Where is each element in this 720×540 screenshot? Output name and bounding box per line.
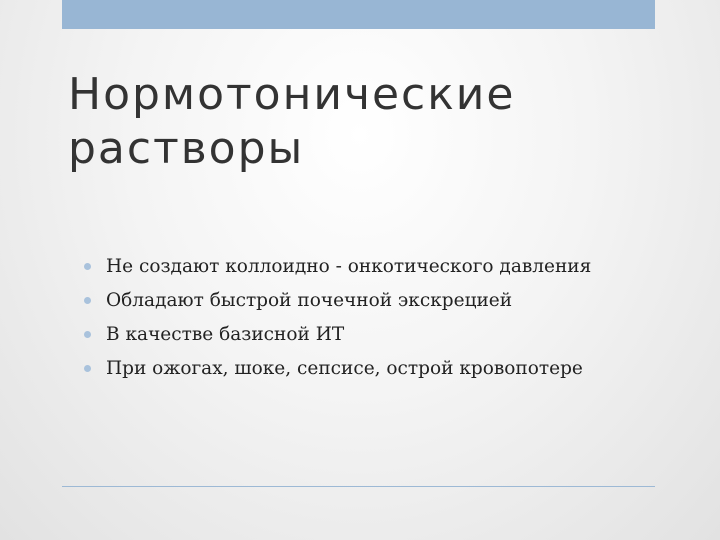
bullet-dot-icon xyxy=(84,297,91,304)
bottom-divider-line xyxy=(62,486,655,487)
bullet-text-4: При ожогах, шоке, сепсисе, острой кровопотере xyxy=(106,358,583,379)
bullet-item-4 xyxy=(84,352,684,386)
bullet-dot-icon xyxy=(84,331,91,338)
bullet-item-2 xyxy=(84,284,684,318)
title-line-1: Нормотонические xyxy=(68,69,516,120)
bullet-text-3: В качестве базисной ИТ xyxy=(106,324,345,345)
bullet-list xyxy=(84,250,684,386)
top-accent-bar xyxy=(62,0,655,29)
bullet-dot-icon xyxy=(84,263,91,270)
slide-title xyxy=(68,68,668,176)
bullet-dot-icon xyxy=(84,365,91,372)
bullet-text-2: Обладают быстрой почечной экскрецией xyxy=(106,290,513,311)
bullet-item-3 xyxy=(84,318,684,352)
bullet-text-1: Не создают коллоидно - онкотического давления xyxy=(106,256,592,277)
bullet-item-1 xyxy=(84,250,684,284)
title-line-2: растворы xyxy=(68,123,305,174)
